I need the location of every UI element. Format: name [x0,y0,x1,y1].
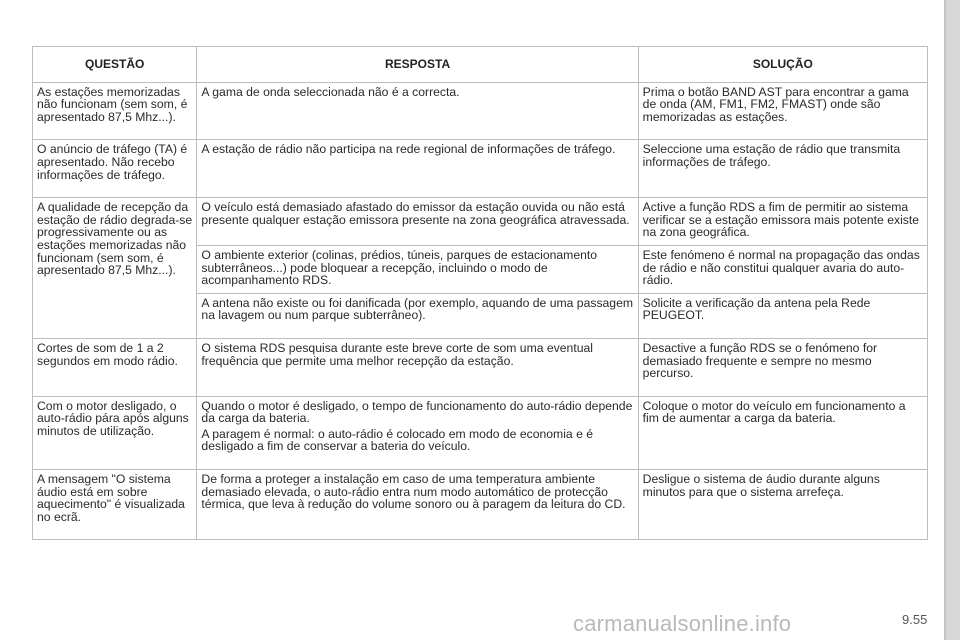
question-cell: Cortes de som de 1 a 2 segundos em modo rádio. [33,338,197,396]
answer-cell: O ambiente exterior (colinas, prédios, túneis, parques de estacionamento subterrâneos...) pode bloquear a recepção, incluindo o modo de acompanhamento RDS. [197,245,638,293]
solution-cell: Coloque o motor do veículo em funcionamento a fim de aumentar a carga da bateria. [638,396,927,469]
question-cell: As estações memorizadas não funcionam (sem som, é apresentado 87,5 Mhz...). [33,82,197,140]
table-row [33,470,928,540]
answer-cell: A antena não existe ou foi danificada (por exemplo, aquando de uma passagem na lavagem ou num parque subterrâneo). [197,293,638,338]
solution-cell: Active a função RDS a fim de permitir ao sistema verificar se a estação emissora mais potente existe na zona geográfica. [638,198,927,246]
table-row [33,338,928,396]
solution-cell: Desligue o sistema de áudio durante alguns minutos para que o sistema arrefeça. [638,470,927,540]
answer-cell: De forma a proteger a instalação em caso de uma temperatura ambiente demasiado elevada, o auto-rádio entra num modo automático de protecção térmica, que leva à redução do volume sonoro ou à paragem da leitura do CD. [197,470,638,540]
table-row [33,396,928,469]
table-row [33,198,928,246]
table-header-row [33,47,928,83]
solution-cell: Solicite a verificação da antena pela Rede PEUGEOT. [638,293,927,338]
table-row [33,82,928,140]
answer-paragraph: Quando o motor é desligado, o tempo de funcionamento do auto-rádio depende da carga da bateria. [201,398,633,426]
watermark: carmanualsonline.info [573,611,792,636]
solution-cell: Prima o botão BAND AST para encontrar a gama de onda (AM, FM1, FM2, FMAST) onde são memorizadas as estações. [638,82,927,140]
header-solution: SOLUÇÃO [638,47,927,83]
page-edge-bar [944,0,960,640]
solution-cell: Desactive a função RDS se o fenómeno for demasiado frequente e sempre no mesmo percurso. [638,338,927,396]
page-edge-stripe [944,0,946,640]
header-answer: RESPOSTA [197,47,638,83]
answer-paragraph: A paragem é normal: o auto-rádio é colocado em modo de economia e é desligado a fim de conservar a bateria do veículo. [201,426,594,454]
answer-cell [197,396,638,469]
solution-cell: Seleccione uma estação de rádio que transmita informações de tráfego. [638,140,927,198]
troubleshooting-table [32,46,928,540]
question-cell: O anúncio de tráfego (TA) é apresentado. Não recebo informações de tráfego. [33,140,197,198]
question-cell: A qualidade de recepção da estação de rádio degrada-se progressivamente ou as estações memorizadas não funcionam (sem som, é apresentado 87,5 Mhz...). [33,198,197,339]
answer-cell: O sistema RDS pesquisa durante este breve corte de som uma eventual frequência que permite uma melhor recepção da estação. [197,338,638,396]
page-number: 9.55 [902,612,928,627]
header-question: QUESTÃO [33,47,197,83]
solution-cell: Este fenómeno é normal na propagação das ondas de rádio e não constitui qualquer avaria do auto-rádio. [638,245,927,293]
table-row [33,140,928,198]
answer-cell: A gama de onda seleccionada não é a correcta. [197,82,638,140]
question-cell: A mensagem "O sistema áudio está em sobre aquecimento" é visualizada no ecrã. [33,470,197,540]
answer-cell: O veículo está demasiado afastado do emissor da estação ouvida ou não está presente qualquer estação emissora presente na zona geográfica atravessada. [197,198,638,246]
answer-cell: A estação de rádio não participa na rede regional de informações de tráfego. [197,140,638,198]
question-cell: Com o motor desligado, o auto-rádio pára após alguns minutos de utilização. [33,396,197,469]
